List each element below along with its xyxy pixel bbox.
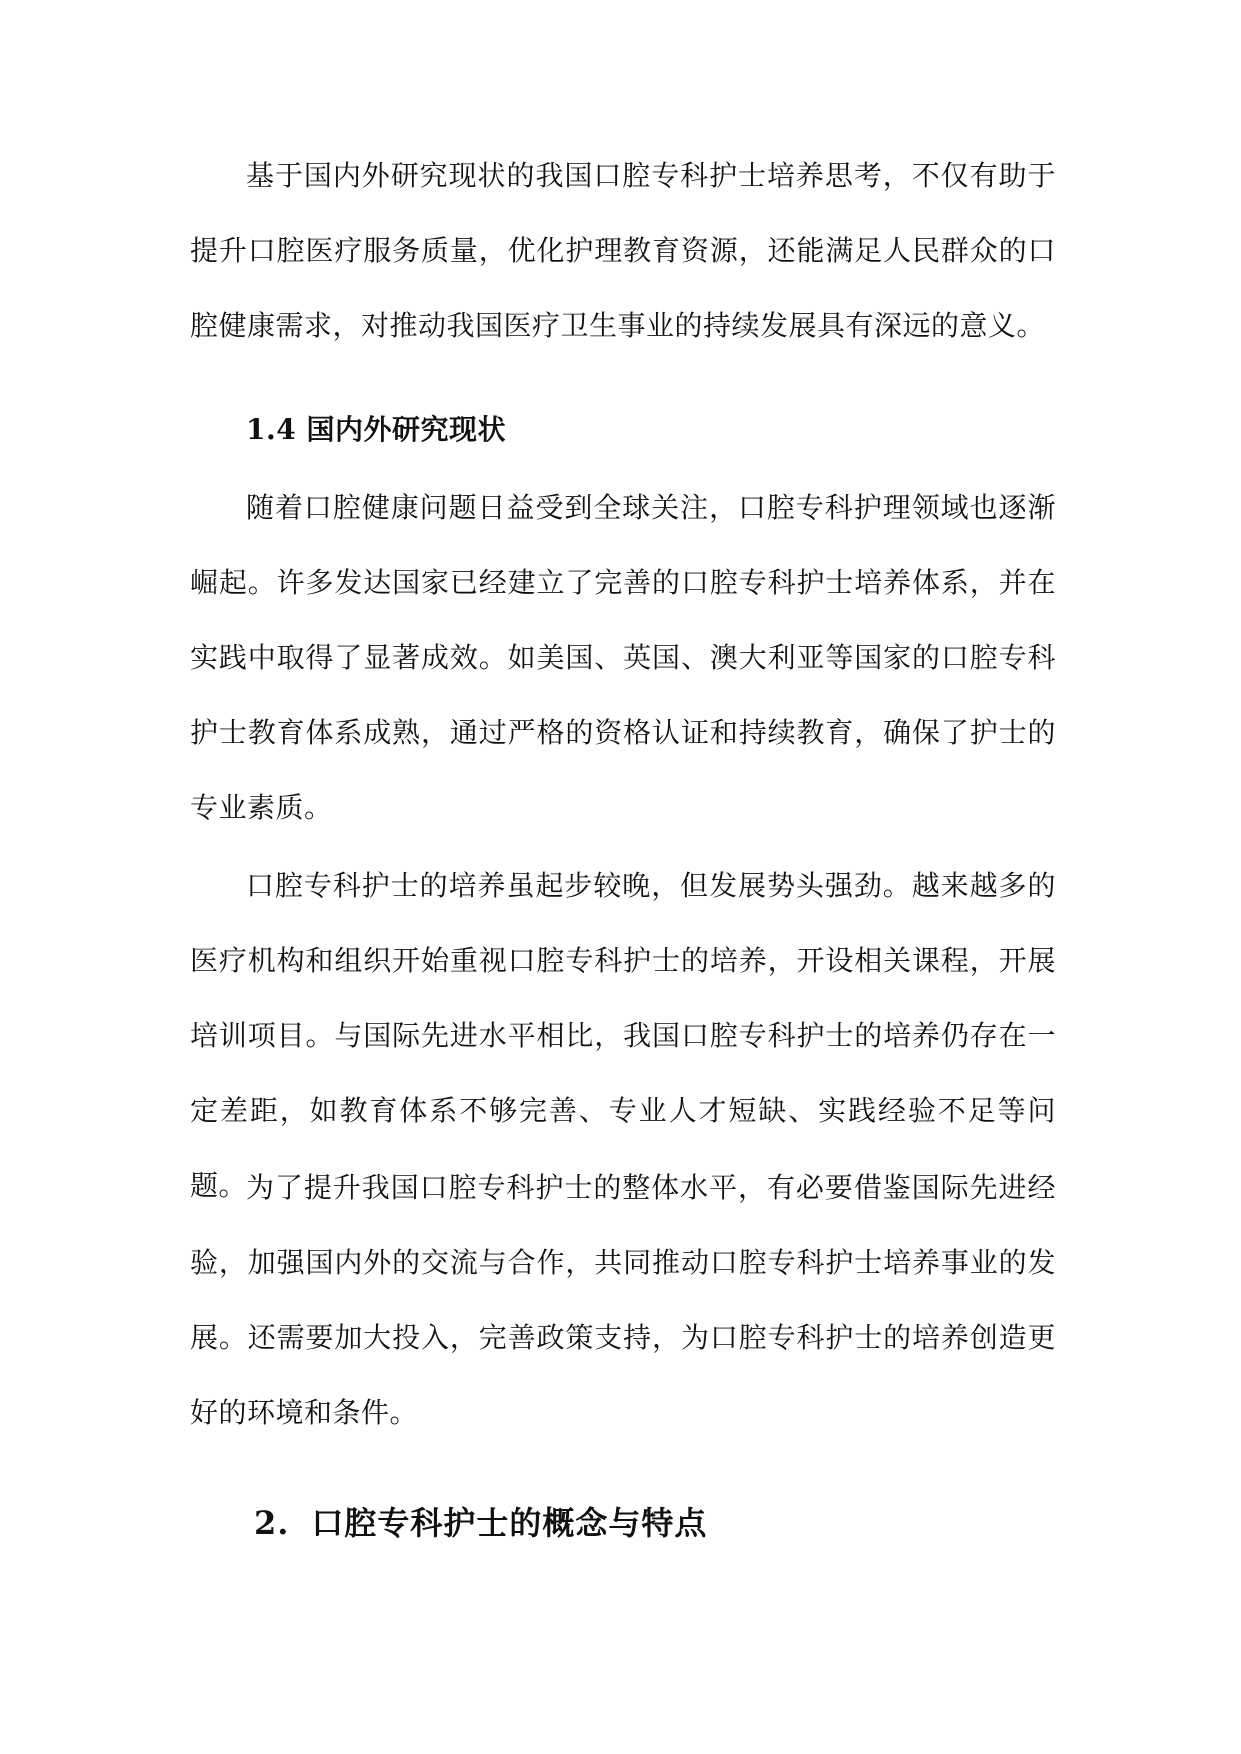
paragraph-domestic-status: 口腔专科护士的培养虽起步较晚，但发展势头强劲。越来越多的医疗机构和组织开始重视口腔专科护士的培养，开设相关课程，开展培训项目。与国际先进水平相比，我国口腔专科护士的培养仍存在一定差距，如教育体系不够完善、专业人才短缺、实践经验不足等问题。 (190, 869, 1056, 1202)
paragraph-global-status: 随着口腔健康问题日益受到全球关注，口腔专科护理领域也逐渐崛起。许多发达国家已经建立了完善的口腔专科护士培养体系，并在实践中取得了显著成效。如美国、英国、澳大利亚等国家的口腔专科护士教育体系成熟，通过严格的资格认证和持续教育，确保了护士的专业素质。 (190, 491, 1056, 824)
paragraph-improvement-suggestions: 为了提升我国口腔专科护士的整体水平，有必要借鉴国际先进经验，加强国内外的交流与合作，共同推动口腔专科护士培养事业的发展。还需要加大投入，完善政策支持，为口腔专科护士的培养创造更好的环境和条件。 (190, 1171, 1056, 1429)
section-title: 口腔专科护士的概念与特点 (311, 1504, 708, 1542)
section-number: 2. (254, 1504, 290, 1542)
paragraph-intro-significance: 基于国内外研究现状的我国口腔专科护士培养思考，不仅有助于提升口腔医疗服务质量，优化护理教育资源，还能满足人民群众的口腔健康需求，对推动我国医疗卫生事业的持续发展具有深远的意义。 (190, 159, 1056, 342)
section-heading-1-4: 1.4 国内外研究现状 (246, 413, 506, 446)
section-heading-2 (254, 1493, 707, 1553)
